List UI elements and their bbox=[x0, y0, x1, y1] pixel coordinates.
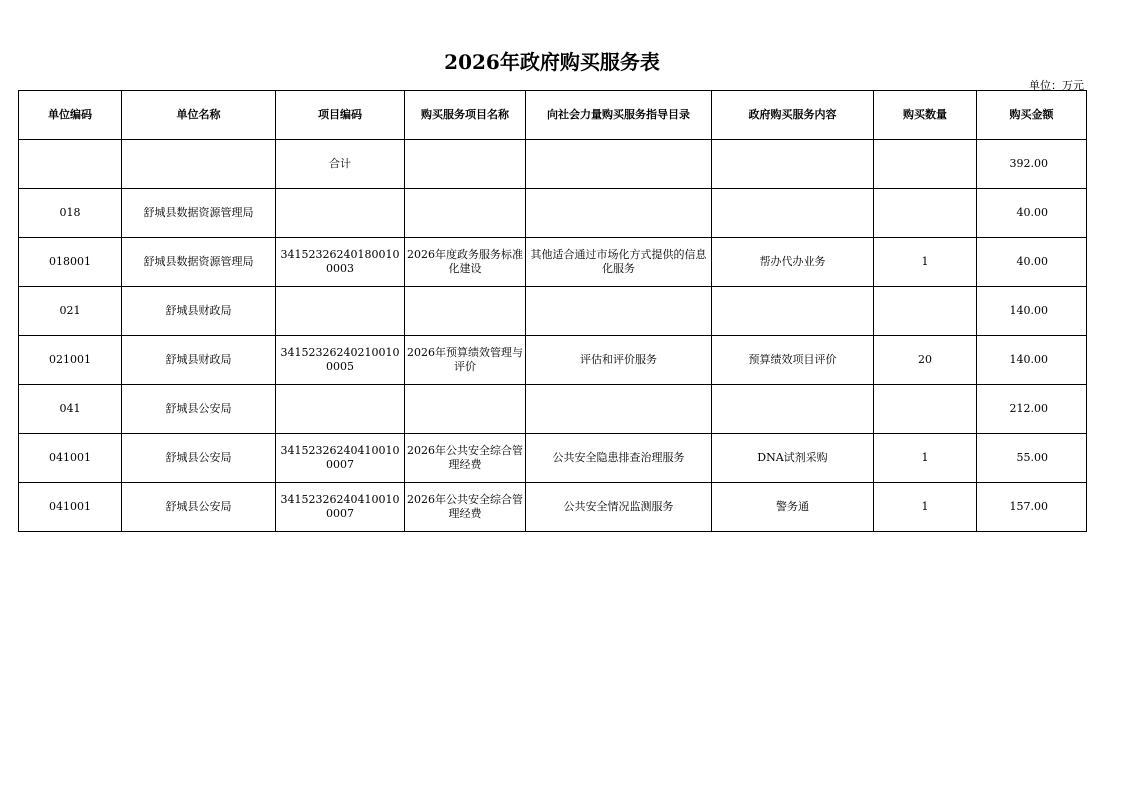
cell-project-name: 2026年预算绩效管理与评价 bbox=[405, 336, 526, 385]
cell-amount: 55.00 bbox=[977, 434, 1087, 483]
cell-project-name: 2026年度政务服务标准化建设 bbox=[405, 238, 526, 287]
cell-guidance-catalog: 公共安全情况监测服务 bbox=[526, 483, 712, 532]
cell-unit-code bbox=[19, 140, 122, 189]
cell-project-name bbox=[405, 189, 526, 238]
unit-label: 单位：万元 bbox=[1029, 79, 1084, 92]
cell-unit-name bbox=[122, 140, 276, 189]
cell-project-code: 合计 bbox=[276, 140, 405, 189]
cell-quantity: 1 bbox=[874, 434, 977, 483]
cell-project-code bbox=[276, 189, 405, 238]
cell-unit-name: 舒城县公安局 bbox=[122, 385, 276, 434]
cell-guidance-catalog bbox=[526, 385, 712, 434]
cell-service-content: DNA试剂采购 bbox=[712, 434, 874, 483]
cell-service-content: 帮办代办业务 bbox=[712, 238, 874, 287]
cell-service-content bbox=[712, 189, 874, 238]
cell-amount: 40.00 bbox=[977, 238, 1087, 287]
cell-service-content: 预算绩效项目评价 bbox=[712, 336, 874, 385]
header-quantity: 购买数量 bbox=[874, 91, 977, 140]
table-row bbox=[19, 238, 1087, 287]
header-unit-code: 单位编码 bbox=[19, 91, 122, 140]
header-guidance-catalog: 向社会力量购买服务指导目录 bbox=[526, 91, 712, 140]
cell-unit-name: 舒城县财政局 bbox=[122, 336, 276, 385]
cell-service-content bbox=[712, 140, 874, 189]
cell-guidance-catalog: 其他适合通过市场化方式提供的信息化服务 bbox=[526, 238, 712, 287]
cell-guidance-catalog bbox=[526, 189, 712, 238]
cell-project-code bbox=[276, 385, 405, 434]
header-amount: 购买金额 bbox=[977, 91, 1087, 140]
table-header-row bbox=[19, 91, 1087, 140]
cell-project-name bbox=[405, 385, 526, 434]
header-project-name: 购买服务项目名称 bbox=[405, 91, 526, 140]
table-row bbox=[19, 336, 1087, 385]
cell-unit-name: 舒城县公安局 bbox=[122, 483, 276, 532]
cell-unit-name: 舒城县财政局 bbox=[122, 287, 276, 336]
table-row bbox=[19, 189, 1087, 238]
header-project-code: 项目编码 bbox=[276, 91, 405, 140]
cell-quantity bbox=[874, 287, 977, 336]
cell-quantity bbox=[874, 140, 977, 189]
cell-quantity bbox=[874, 385, 977, 434]
cell-amount: 157.00 bbox=[977, 483, 1087, 532]
cell-project-code: 341523262404100100007 bbox=[276, 434, 405, 483]
page-title: 2026年政府购买服务表 bbox=[444, 50, 660, 74]
cell-project-name: 2026年公共安全综合管理经费 bbox=[405, 434, 526, 483]
cell-quantity: 20 bbox=[874, 336, 977, 385]
cell-guidance-catalog bbox=[526, 140, 712, 189]
cell-unit-name: 舒城县数据资源管理局 bbox=[122, 238, 276, 287]
cell-unit-code: 018 bbox=[19, 189, 122, 238]
header-service-content: 政府购买服务内容 bbox=[712, 91, 874, 140]
cell-guidance-catalog: 公共安全隐患排查治理服务 bbox=[526, 434, 712, 483]
table-row bbox=[19, 483, 1087, 532]
cell-amount: 140.00 bbox=[977, 287, 1087, 336]
cell-project-name: 2026年公共安全综合管理经费 bbox=[405, 483, 526, 532]
cell-project-code: 341523262401800100003 bbox=[276, 238, 405, 287]
cell-unit-code: 041001 bbox=[19, 434, 122, 483]
cell-project-name bbox=[405, 287, 526, 336]
cell-amount: 392.00 bbox=[977, 140, 1087, 189]
cell-unit-name: 舒城县数据资源管理局 bbox=[122, 189, 276, 238]
cell-unit-name: 舒城县公安局 bbox=[122, 434, 276, 483]
cell-amount: 140.00 bbox=[977, 336, 1087, 385]
cell-guidance-catalog: 评估和评价服务 bbox=[526, 336, 712, 385]
table-row bbox=[19, 434, 1087, 483]
cell-amount: 212.00 bbox=[977, 385, 1087, 434]
cell-project-code: 341523262402100100005 bbox=[276, 336, 405, 385]
cell-quantity: 1 bbox=[874, 483, 977, 532]
cell-unit-code: 041001 bbox=[19, 483, 122, 532]
table-row bbox=[19, 287, 1087, 336]
cell-amount: 40.00 bbox=[977, 189, 1087, 238]
cell-guidance-catalog bbox=[526, 287, 712, 336]
cell-project-name bbox=[405, 140, 526, 189]
header-unit-name: 单位名称 bbox=[122, 91, 276, 140]
cell-project-code bbox=[276, 287, 405, 336]
cell-service-content bbox=[712, 287, 874, 336]
cell-unit-code: 041 bbox=[19, 385, 122, 434]
purchase-services-table bbox=[18, 90, 1087, 532]
cell-quantity bbox=[874, 189, 977, 238]
cell-quantity: 1 bbox=[874, 238, 977, 287]
table-row bbox=[19, 385, 1087, 434]
cell-project-code: 341523262404100100007 bbox=[276, 483, 405, 532]
cell-service-content: 警务通 bbox=[712, 483, 874, 532]
cell-service-content bbox=[712, 385, 874, 434]
cell-unit-code: 018001 bbox=[19, 238, 122, 287]
table-row bbox=[19, 140, 1087, 189]
cell-unit-code: 021 bbox=[19, 287, 122, 336]
cell-unit-code: 021001 bbox=[19, 336, 122, 385]
